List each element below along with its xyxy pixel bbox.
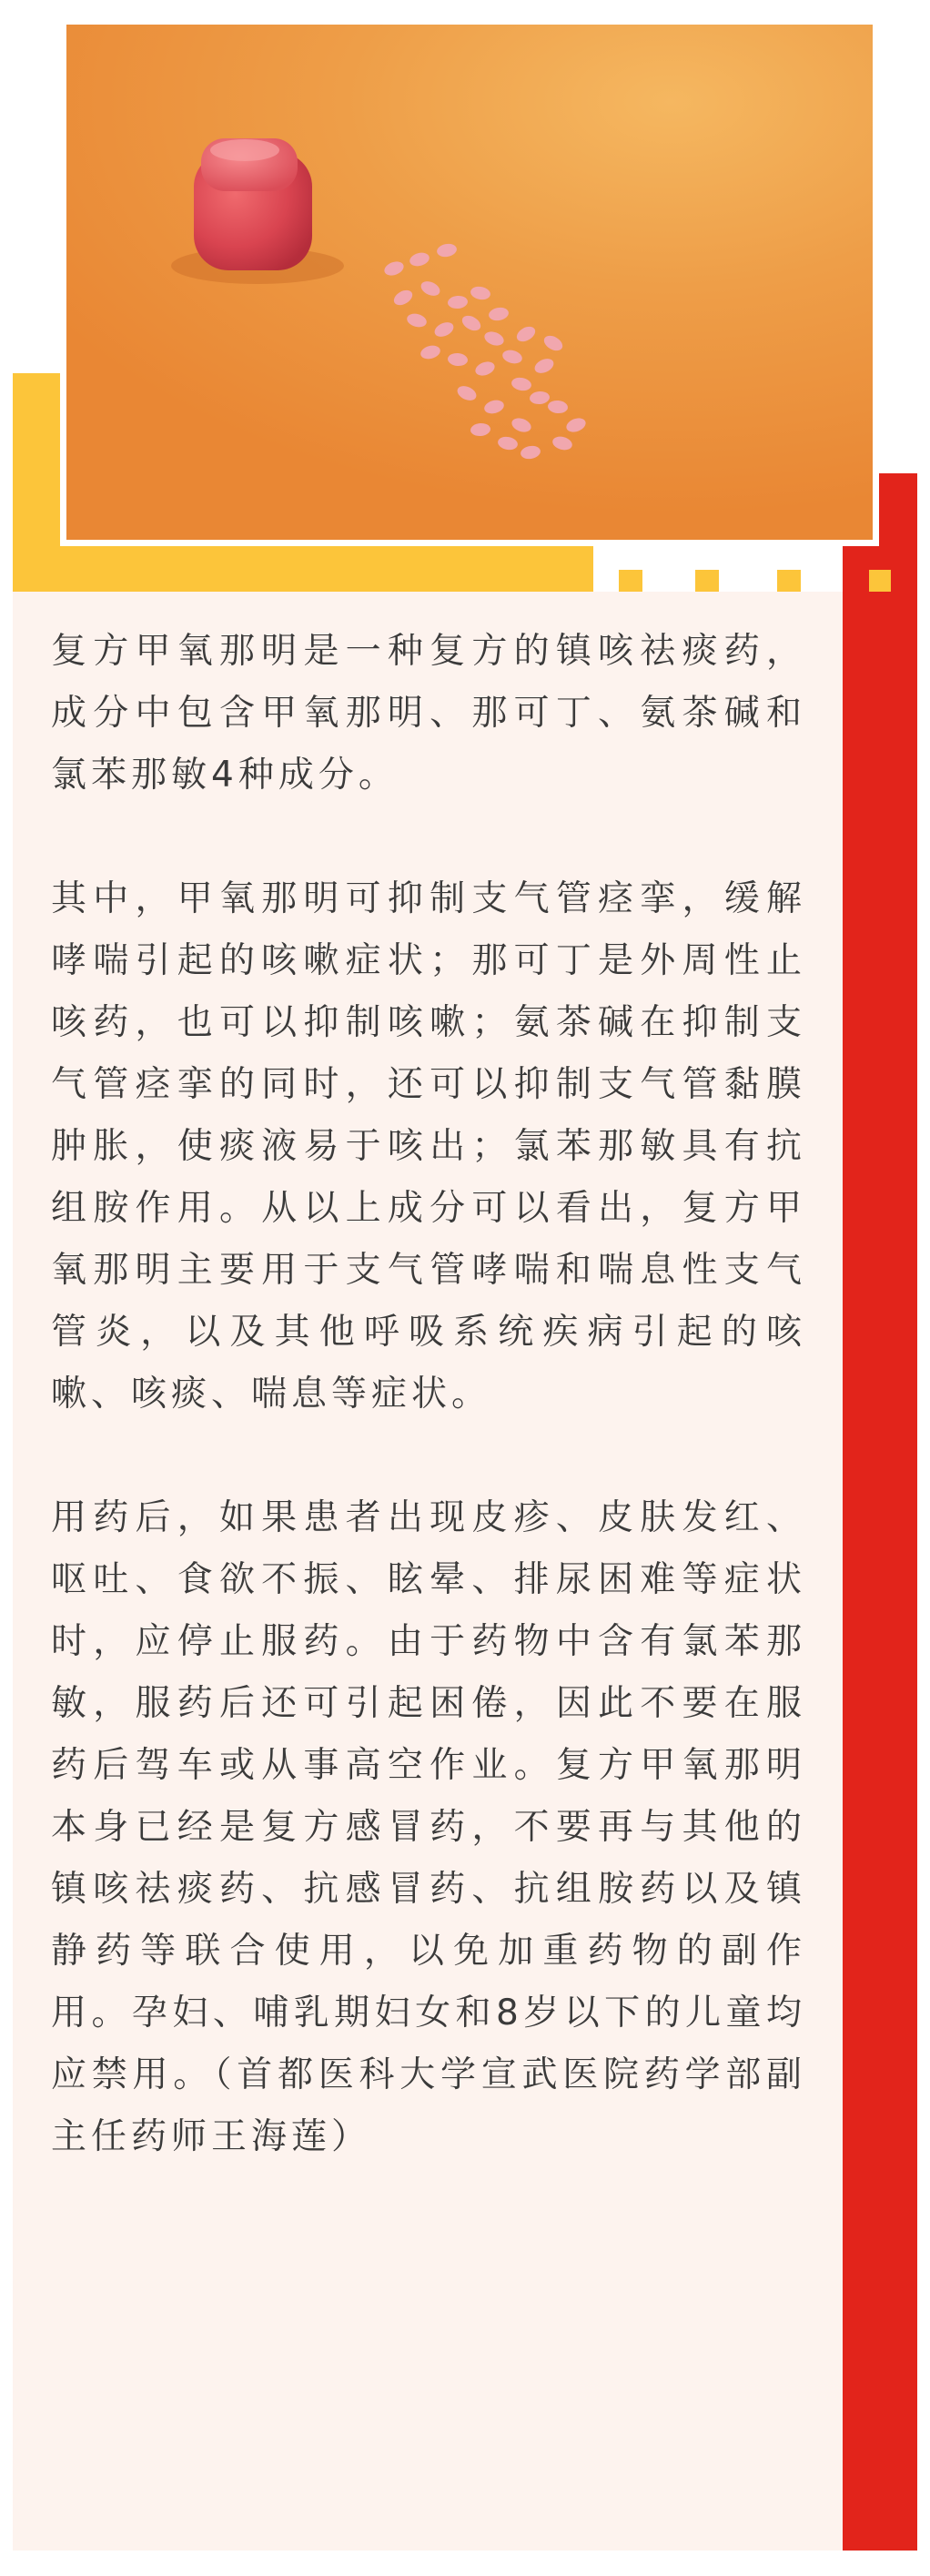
paragraph: 其中，甲氧那明可抑制支气管痉挛，缓解哮喘引起的咳嗽症状；那可丁是外周性止咳药，也可以抑制咳嗽；氨茶碱在抑制支气管痉挛的同时，还可以抑制支气管黏膜肿胀，使痰液易于咳出；氯苯那敏具有抗组胺作用。从以上成分可以看出，复方甲氧那明主要用于支气管哮喘和喘息性支气管炎，以及其他呼吸系统疾病引起的咳嗽、咳痰、喘息等症状。 — [51, 878, 806, 1415]
pills-group — [382, 242, 587, 461]
decor-red-bar — [843, 473, 917, 2551]
article-photo-frame — [60, 18, 879, 546]
bottle-highlight — [210, 139, 279, 161]
paragraph: 用药后，如果患者出现皮疹、皮肤发红、呕吐、食欲不振、眩晕、排尿困难等症状时，应停止服药。由于药物中含有氯苯那敏，服药后还可引起困倦，因此不要在服药后驾车或从事高空作业。复方甲氧那明本身已经是复方感冒药，不要再与其他的镇咳祛痰药、抗感冒药、抗组胺药以及镇静药等联合使用，以免加重药物的副作用。孕妇、哺乳期妇女和8岁以下的儿童均应禁用。（首都医科大学宣武医院药学部副主任药师王海莲） — [51, 1497, 806, 2157]
article-body — [51, 621, 806, 2168]
pill-bottle-photo — [66, 25, 873, 540]
decor-red-bar-square — [869, 570, 891, 592]
decor-yellow-square — [777, 570, 801, 592]
paragraph: 复方甲氧那明是一种复方的镇咳祛痰药，成分中包含甲氧那明、那可丁、氨茶碱和氯苯那敏4种成分。 — [51, 631, 806, 796]
pill-bottle-illustration — [66, 25, 873, 540]
decor-yellow-square — [619, 570, 642, 592]
decor-yellow-square — [695, 570, 719, 592]
